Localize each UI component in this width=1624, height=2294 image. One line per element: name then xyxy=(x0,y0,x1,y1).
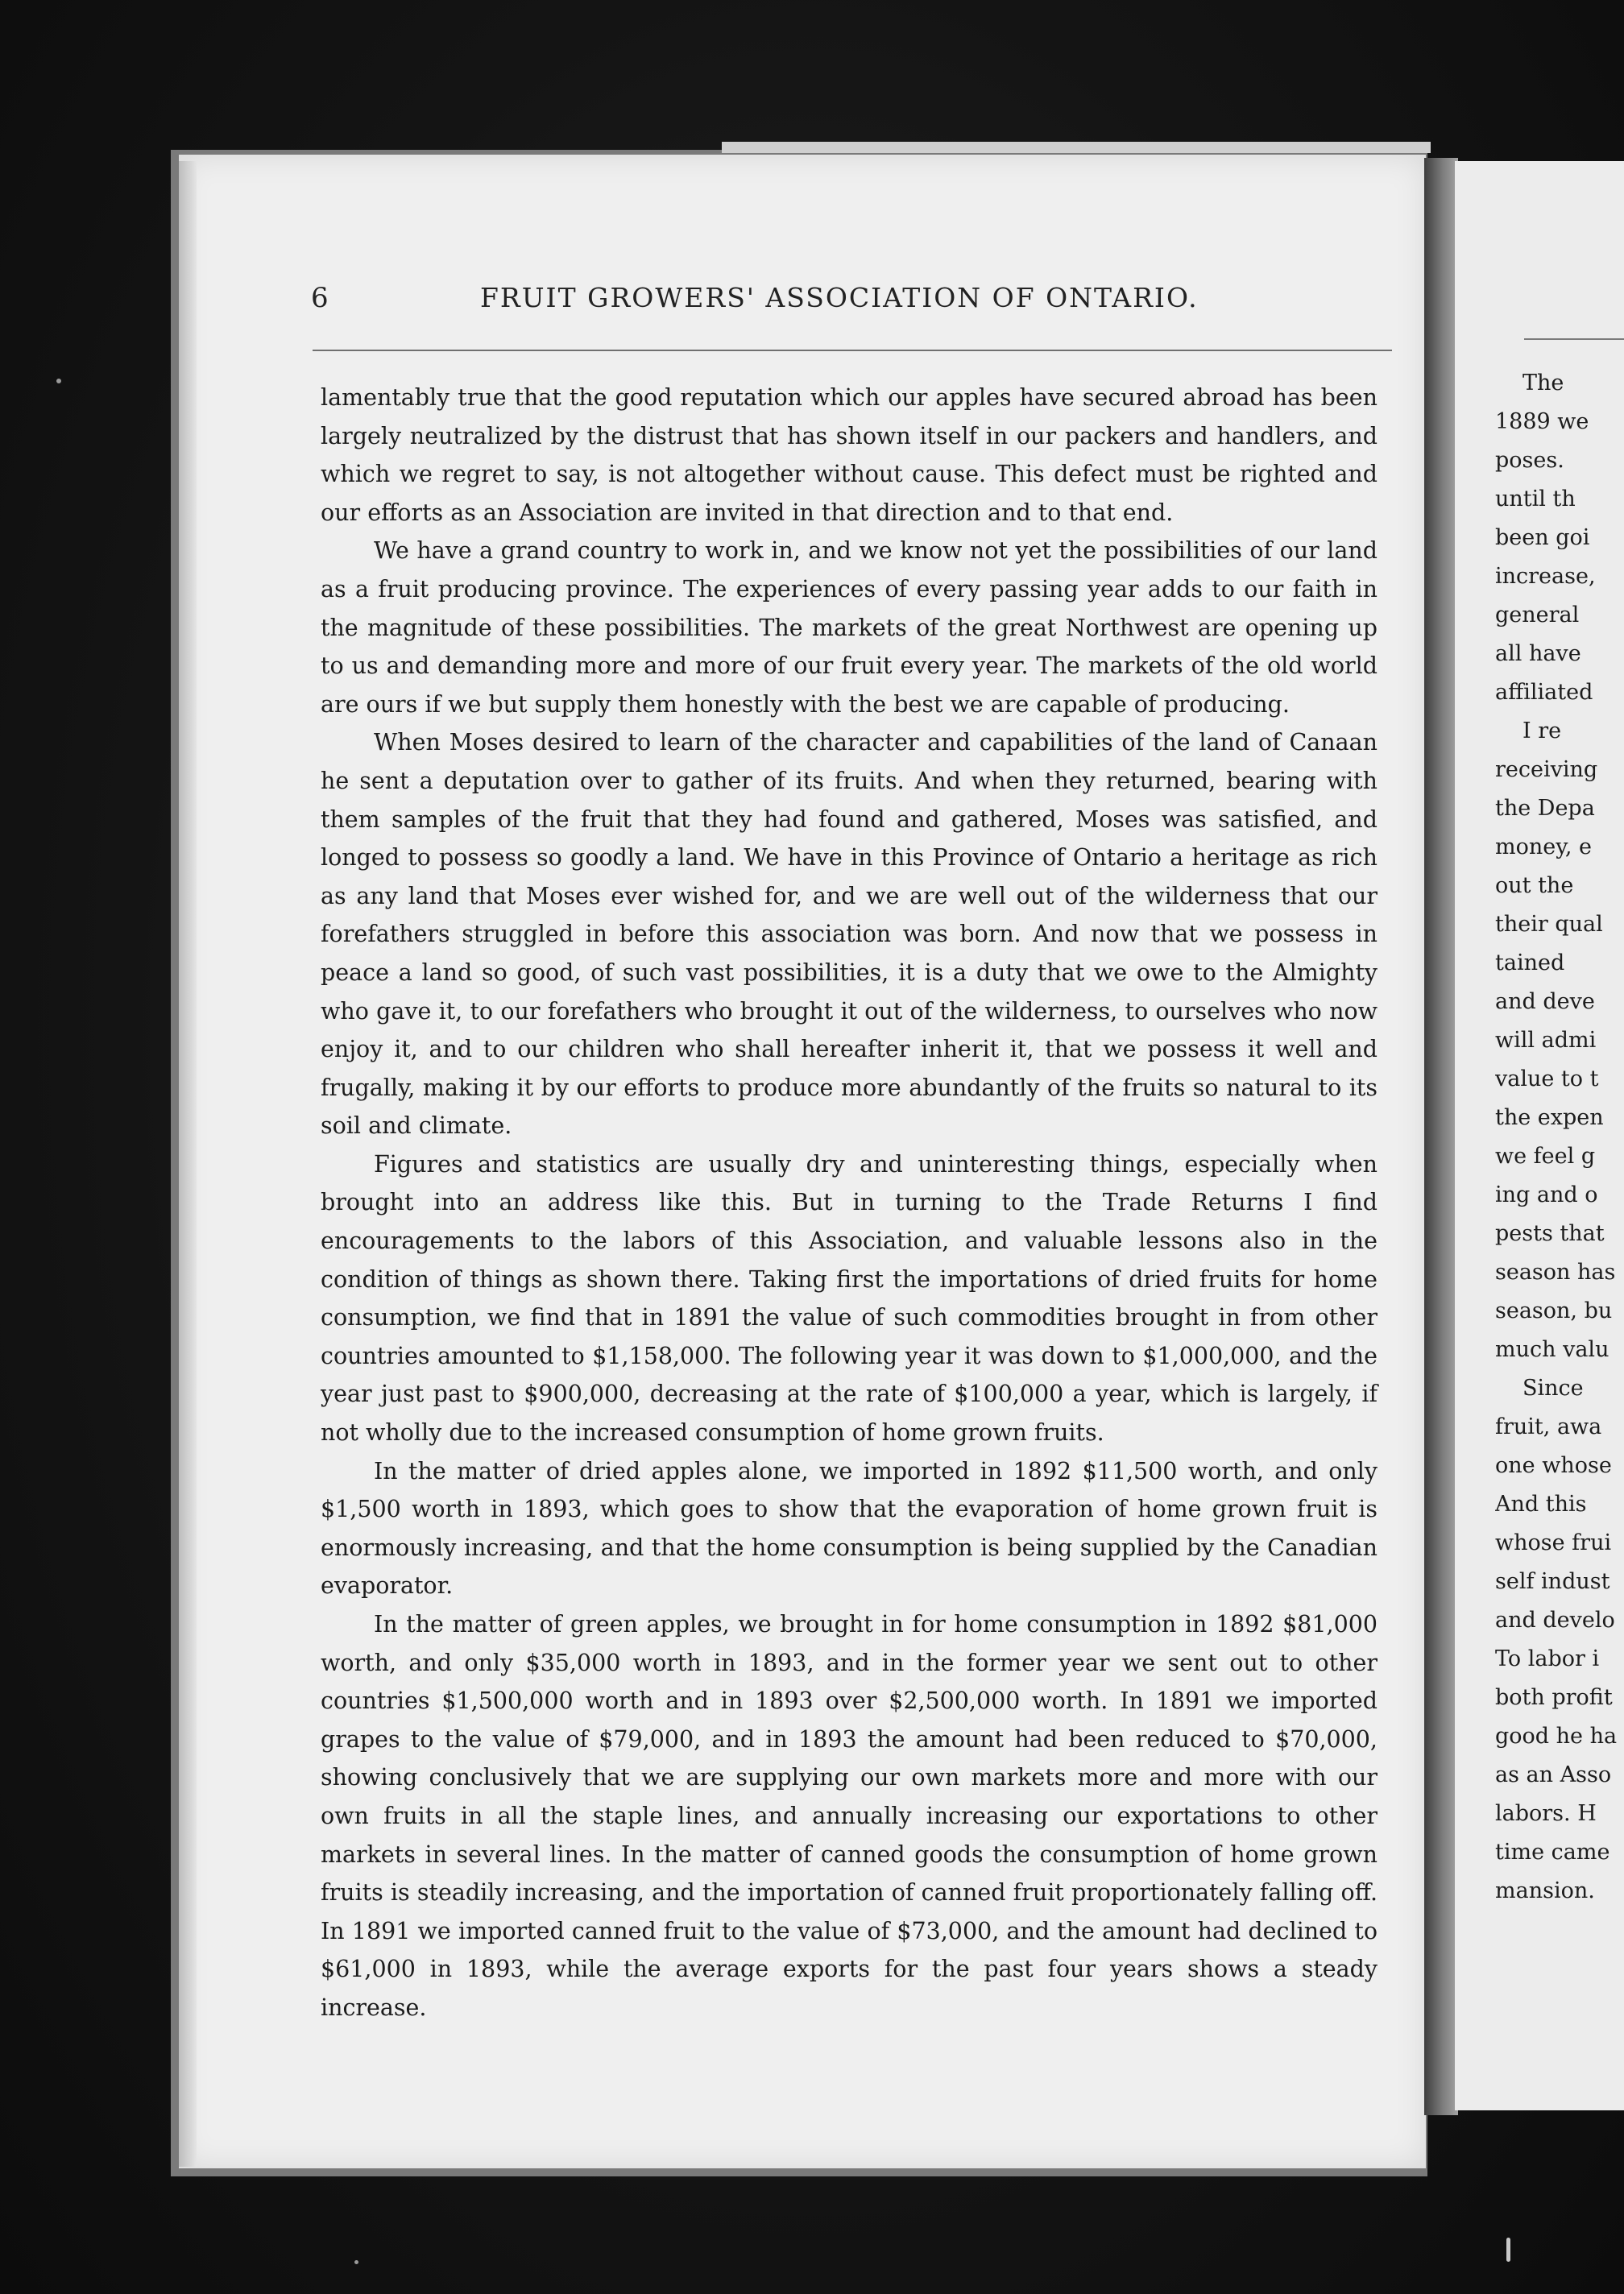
facing-line: until th xyxy=(1495,487,1576,511)
paragraph: When Moses desired to learn of the character and capabilities of the land of Canaan he sent a deputation over to gather of its fruits. And when they returned, bearing with them samples of the fruit that they had found and gathered, Moses was satisfied, and longed to possess so goodly a land. We have in this Province of Ontario a heritage as rich as any land that Moses ever wished for, and we are well out of the wilderness that our forefathers struggled in before this association was born. And now that we possess in peace a land so good, of such vast possibilities, it is a duty that we owe to the Almighty who gave it, to our forefathers who brought it out of the wilderness, to ourselves who now enjoy it, and to our children who shall hereafter inherit it, that we possess it well and frugally, making it by our efforts to produce more abundantly of the fruits so natural to its soil and climate. xyxy=(321,729,1378,1140)
facing-line: good he ha xyxy=(1495,1724,1618,1749)
facing-line: much valu xyxy=(1495,1337,1610,1362)
facing-line: money, e xyxy=(1495,834,1593,859)
facing-line: we feel g xyxy=(1495,1144,1596,1169)
facing-line: both profit xyxy=(1495,1685,1613,1710)
facing-line: one whose xyxy=(1495,1453,1612,1478)
facing-line: I re xyxy=(1522,718,1562,743)
paragraph: We have a grand country to work in, and we know not yet the possibilities of our land as a fruit producing province. The experiences of every passing year adds to our faith in the magnitude of these possibilities. The markets of the great Northwest are opening up to us and demanding more and more of our fruit every year. The markets of the old world are ours if we but supply them honestly with the best we are capable of producing. xyxy=(321,537,1378,718)
facing-line: 1889 we xyxy=(1495,409,1589,434)
header-rule xyxy=(313,350,1392,351)
facing-line: receiving xyxy=(1495,757,1598,782)
facing-line: ing and o xyxy=(1495,1182,1598,1207)
page-header xyxy=(311,282,1390,327)
facing-line: mansion. xyxy=(1495,1878,1595,1903)
facing-line: fruit, awa xyxy=(1495,1414,1602,1439)
facing-line: self indust xyxy=(1495,1569,1610,1594)
facing-line: tained xyxy=(1495,950,1565,975)
facing-line: season has xyxy=(1495,1260,1616,1285)
paragraph: Figures and statistics are usually dry and uninteresting things, especially when brought into an address like this. But in turning to the Trade Returns I find encouragements to the labors of this Association, and valuable lessons also in the condition of things as shown there. Taking first the importations of dried fruits for home consumption, we find that in 1891 the value of such commodities brought in from other countries amounted to $1,158,000. The following year it was down to $1,000,000, and the year just past to $900,000, decreasing at the rate of $100,000 a year, which is largely, if not wholly due to the increased consumption of home grown fruits. xyxy=(321,1150,1378,1447)
facing-line: To labor i xyxy=(1495,1646,1600,1671)
facing-line: time came xyxy=(1495,1840,1610,1865)
facing-line: the expen xyxy=(1495,1105,1604,1130)
facing-line: pests that xyxy=(1495,1221,1605,1246)
paragraph: In the matter of green apples, we brought in for home consumption in 1892 $81,000 worth, and only $35,000 worth in 1893, and in the former year we sent out to other countries $1,500,000 worth and in 1893 over $2,500,000 worth. In 1891 we imported grapes to the value of $79,000, and in 1893 the amount had been reduced to $70,000, showing conclusively that we are supplying our own markets more and more with our own fruits in all the staple lines, and annually increasing our exportations to other markets in several lines. In the matter of canned goods the consumption of home grown fruits is steadily increasing, and the importation of canned fruit proportionately falling off. In 1891 we imported canned fruit to the value of $73,000, and the amount had declined to $61,000 in 1893, while the average exports for the past four years shows a steady increase. xyxy=(321,1611,1378,2021)
facing-line: and develo xyxy=(1495,1608,1615,1633)
facing-line: out the xyxy=(1495,873,1574,898)
facing-page-text xyxy=(1495,364,1624,1911)
facing-line: And this xyxy=(1495,1492,1587,1517)
paragraph: In the matter of dried apples alone, we imported in 1892 $11,500 worth, and only $1,500 worth in 1893, which goes to show that the evaporation of home grown fruit is enormously increasing, and that the home consumption is being supplied by the Canadian evaporator. xyxy=(321,1457,1378,1600)
running-head: FRUIT GROWERS' ASSOCIATION OF ONTARIO. xyxy=(480,282,1199,313)
page-stack-edge xyxy=(179,161,197,2167)
facing-line: the Depa xyxy=(1495,796,1595,821)
facing-line: season, bu xyxy=(1495,1298,1613,1323)
book-gutter xyxy=(1424,158,1458,2115)
facing-line: been goi xyxy=(1495,525,1590,550)
dust-speck xyxy=(1506,2238,1510,2262)
dust-speck xyxy=(56,379,61,383)
facing-line: The xyxy=(1522,371,1564,395)
paragraph: lamentably true that the good reputation which our apples have secured abroad has been largely neutralized by the distrust that has shown itself in our packers and handlers, and which we regret to say, is not altogether without cause. This defect must be righted and our efforts as an Association are invited in that direction and to that end. xyxy=(321,384,1378,526)
facing-line: Since xyxy=(1522,1376,1584,1401)
dust-speck xyxy=(354,2260,358,2264)
facing-line: poses. xyxy=(1495,448,1564,473)
facing-page-rule xyxy=(1524,338,1624,340)
facing-line: value to t xyxy=(1495,1066,1599,1091)
facing-line: as an Asso xyxy=(1495,1762,1612,1787)
facing-line: increase, xyxy=(1495,564,1596,589)
facing-line: labors. H xyxy=(1495,1801,1597,1826)
body-text xyxy=(321,379,1378,2027)
facing-line: and deve xyxy=(1495,989,1595,1014)
facing-line: will admi xyxy=(1495,1028,1597,1053)
facing-line: all have xyxy=(1495,641,1581,666)
facing-line: whose frui xyxy=(1495,1530,1612,1555)
page-number: 6 xyxy=(311,282,329,314)
facing-line: affiliated xyxy=(1495,680,1593,705)
facing-line: their qual xyxy=(1495,912,1603,937)
facing-line: general xyxy=(1495,602,1580,627)
page-edge xyxy=(722,142,1431,153)
